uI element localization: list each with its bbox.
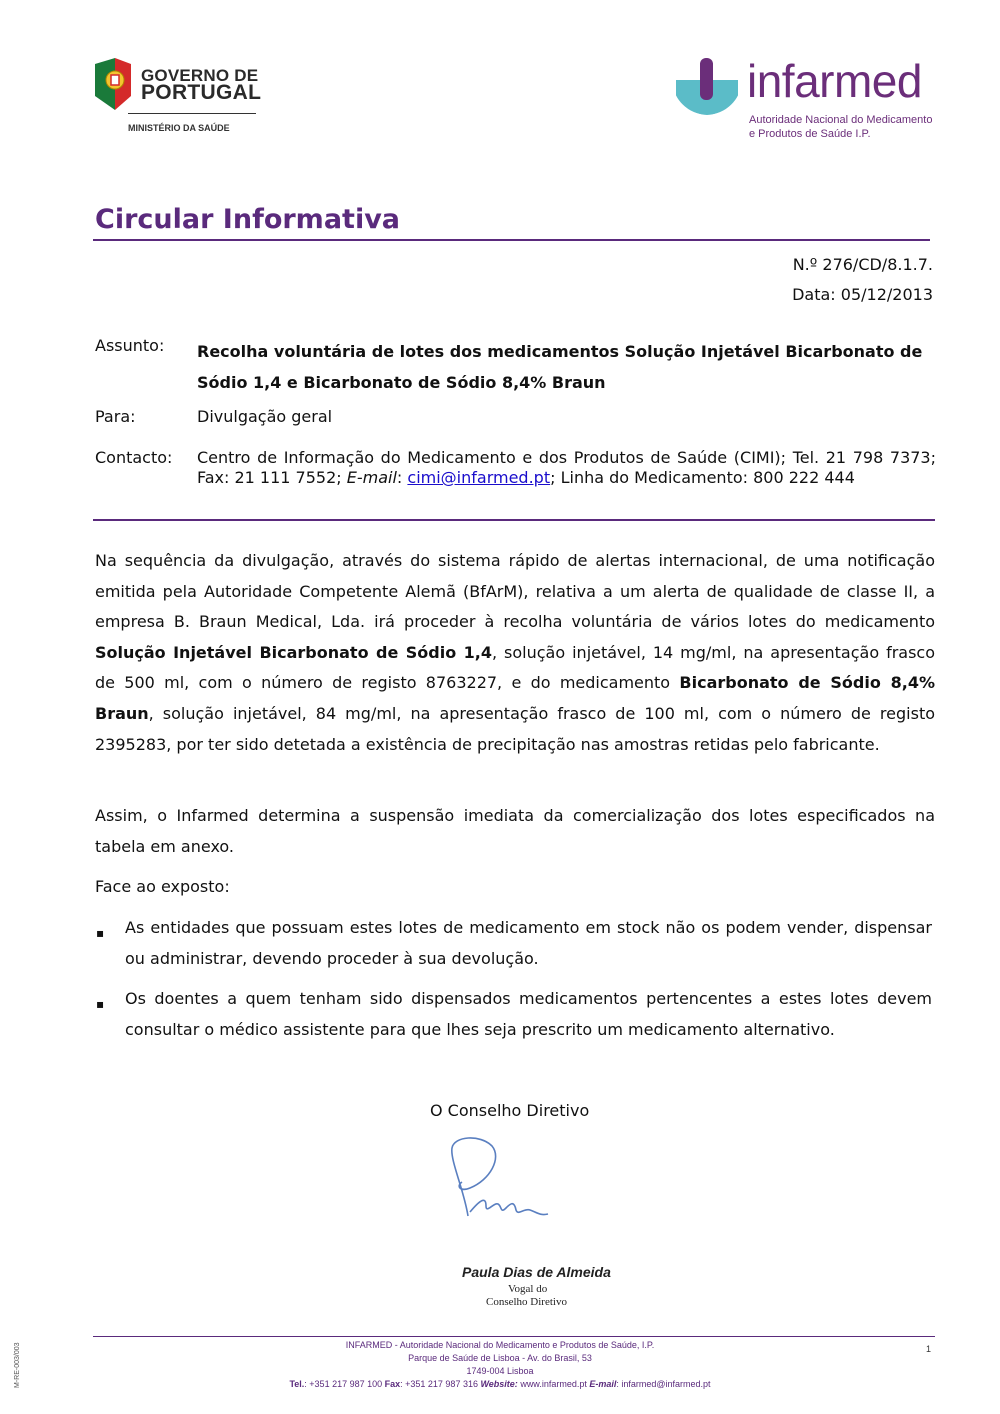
footer-divider (93, 1336, 935, 1337)
handwritten-signature (440, 1130, 560, 1230)
body-paragraph-2: Assim, o Infarmed determina a suspensão imediata da comercialização dos lotes especificados na tabela em anexo. (95, 806, 935, 856)
signatory-name: Paula Dias de Almeida (462, 1264, 611, 1280)
infarmed-tagline-2: e Produtos de Saúde I.P. (749, 128, 871, 140)
footer-address-1: Parque de Saúde de Lisboa - Av. do Brasil, 53 (408, 1353, 592, 1363)
footer-address-2: 1749-004 Lisboa (466, 1366, 534, 1376)
infarmed-wordmark: infarmed (747, 55, 922, 107)
subject-label: Assunto: (95, 336, 165, 355)
bullet-marker: ▪ (96, 997, 105, 1011)
gov-logo-line1: GOVERNO DE (141, 66, 259, 85)
infarmed-logo (676, 55, 936, 148)
body-paragraph-3: Face ao exposto: (95, 877, 230, 896)
reference-number: N.º 276/CD/8.1.7. (792, 255, 933, 274)
recipient-value: Divulgação geral (197, 407, 333, 426)
infarmed-mark-icon (676, 58, 738, 124)
p1-text-e: , solução injetável, 84 mg/ml, na apresentação frasco de 100 ml, com o número de registo 2395283, por ter sido detetada a existência de precipitação nas amostras retidas pelo fabricante. (95, 703, 935, 754)
footer-contacts (0, 1379, 1000, 1389)
contact-email-separator: : (396, 468, 408, 487)
footer-organization: INFARMED - Autoridade Nacional do Medicamento e Produtos de Saúde, I.P. (345, 1340, 655, 1350)
p1-product-2: Bicarbonato de Sódio 8,4% Braun (95, 673, 936, 723)
contact-value (197, 448, 936, 488)
p1-product-1: Solução Injetável Bicarbonato de Sódio 1,4 (95, 642, 492, 662)
subject-value: Recolha voluntária de lotes dos medicamentos Solução Injetável Bicarbonato de Sódio 1,4 e Bicarbonato de Sódio 8,4% Braun (197, 342, 923, 392)
contact-email-label: E-mail (346, 468, 397, 487)
header-section-divider (93, 519, 935, 521)
document-code: M-RE-003/003 (14, 1342, 21, 1388)
bullet-item-1: As entidades que possuam estes lotes de medicamento em stock não os podem vender, dispensar ou administrar, devendo proceder à sua devolução. (125, 918, 932, 968)
bullet-item-2: Os doentes a quem tenham sido dispensados medicamentos pertencentes a estes lotes devem consultar o médico assistente para que lhes seja prescrito um medicamento alternativo. (125, 989, 932, 1039)
signatory-role-line-1: Vogal do (508, 1283, 548, 1295)
footer-website-label: Website: (480, 1379, 518, 1389)
governo-de-portugal-logo (93, 56, 273, 138)
bullet-marker: ▪ (96, 926, 105, 940)
footer-email-label: E-mail (589, 1379, 617, 1389)
footer-tel-label: Tel. (289, 1379, 305, 1389)
infarmed-tagline-1: Autoridade Nacional do Medicamento (749, 114, 933, 126)
footer-fax-label: Fax (384, 1379, 401, 1389)
contact-prefix: Centro de Informação do Medicamento e dos Produtos de Saúde (CIMI); Tel. 21 798 7373; Fax: 21 111 7552; (197, 448, 936, 487)
footer-website[interactable]: www.infarmed.pt (517, 1379, 590, 1389)
p1-text-a: Na sequência da divulgação, através do sistema rápido de alertas internacional, de uma notificação emitida pela Autoridade Competente Alemã (BfArM), relativa a um alerta de qualidade de classe II, a empresa B. Braun Medical, Lda. irá proceder à recolha voluntária de vários lotes do medicamento (95, 551, 935, 632)
title-divider (93, 239, 930, 241)
recipient-label: Para: (95, 407, 136, 426)
ministry-label: MINISTÉRIO DA SAÚDE (128, 123, 230, 133)
portugal-emblem-icon (93, 56, 133, 112)
signatory-role-line-2: Conselho Diretivo (486, 1296, 567, 1308)
footer-tel: : +351 217 987 100 (304, 1379, 385, 1389)
document-date: Data: 05/12/2013 (792, 285, 933, 304)
document-title: Circular Informativa (95, 204, 401, 235)
gov-logo-divider (128, 113, 256, 114)
p1-text-c: , solução injetável, 14 mg/ml, na apresentação frasco de 500 ml, com o número de registo 8763227, e do medicamento (95, 642, 936, 693)
contact-email-link[interactable]: cimi@infarmed.pt (407, 468, 551, 487)
footer-fax: : +351 217 987 316 (400, 1379, 481, 1389)
contact-suffix: ; Linha do Medicamento: 800 222 444 (550, 468, 855, 487)
contact-label: Contacto: (95, 448, 173, 467)
page-number: 1 (926, 1344, 932, 1354)
gov-logo-line2: PORTUGAL (141, 81, 262, 104)
signature-issuer: O Conselho Diretivo (430, 1101, 590, 1120)
footer-email[interactable]: : infarmed@infarmed.pt (616, 1379, 711, 1389)
body-paragraph-1 (95, 546, 935, 760)
